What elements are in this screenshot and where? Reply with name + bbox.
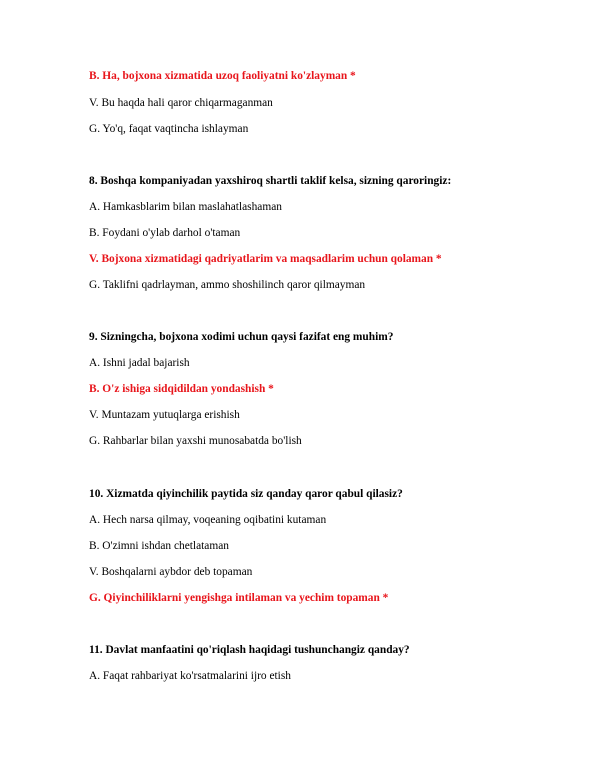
q10-option-v: V. Boshqalarni aybdor deb topaman bbox=[89, 566, 253, 578]
q10-option-g-correct: G. Qiyinchiliklarni yengishga intilaman va yechim topaman * bbox=[89, 592, 389, 604]
q10-question: 10. Xizmatda qiyinchilik paytida siz qanday qaror qabul qilasiz? bbox=[89, 488, 403, 500]
q7-option-v: V. Bu haqda hali qaror chiqarmaganman bbox=[89, 97, 273, 109]
q8-question: 8. Boshqa kompaniyadan yaxshiroq shartli taklif kelsa, sizning qaroringiz: bbox=[89, 175, 452, 187]
q7-option-g: G. Yo'q, faqat vaqtincha ishlayman bbox=[89, 123, 249, 135]
q8-option-g: G. Taklifni qadrlayman, ammo shoshilinch qaror qilmayman bbox=[89, 279, 366, 291]
q8-option-a: A. Hamkasblarim bilan maslahatlashaman bbox=[89, 201, 282, 213]
q7-option-b-correct: B. Ha, bojxona xizmatida uzoq faoliyatni ko'zlayman * bbox=[89, 70, 356, 82]
q9-option-v: V. Muntazam yutuqlarga erishish bbox=[89, 409, 240, 421]
q9-option-g: G. Rahbarlar bilan yaxshi munosabatda bo'lish bbox=[89, 435, 302, 447]
q8-option-b: B. Foydani o'ylab darhol o'taman bbox=[89, 227, 241, 239]
q9-question: 9. Sizningcha, bojxona xodimi uchun qaysi fazifat eng muhim? bbox=[89, 331, 394, 343]
q10-option-b: B. O'zimni ishdan chetlataman bbox=[89, 540, 229, 552]
q9-option-b-correct: B. O'z ishiga sidqidildan yondashish * bbox=[89, 383, 274, 395]
q10-option-a: A. Hech narsa qilmay, voqeaning oqibatini kutaman bbox=[89, 514, 327, 526]
q11-option-a: A. Faqat rahbariyat ko'rsatmalarini ijro etish bbox=[89, 670, 291, 682]
q9-option-a: A. Ishni jadal bajarish bbox=[89, 357, 190, 369]
q8-option-v-correct: V. Bojxona xizmatidagi qadriyatlarim va maqsadlarim uchun qolaman * bbox=[89, 253, 442, 265]
q11-question: 11. Davlat manfaatini qo'riqlash haqidagi tushunchangiz qanday? bbox=[89, 644, 410, 656]
